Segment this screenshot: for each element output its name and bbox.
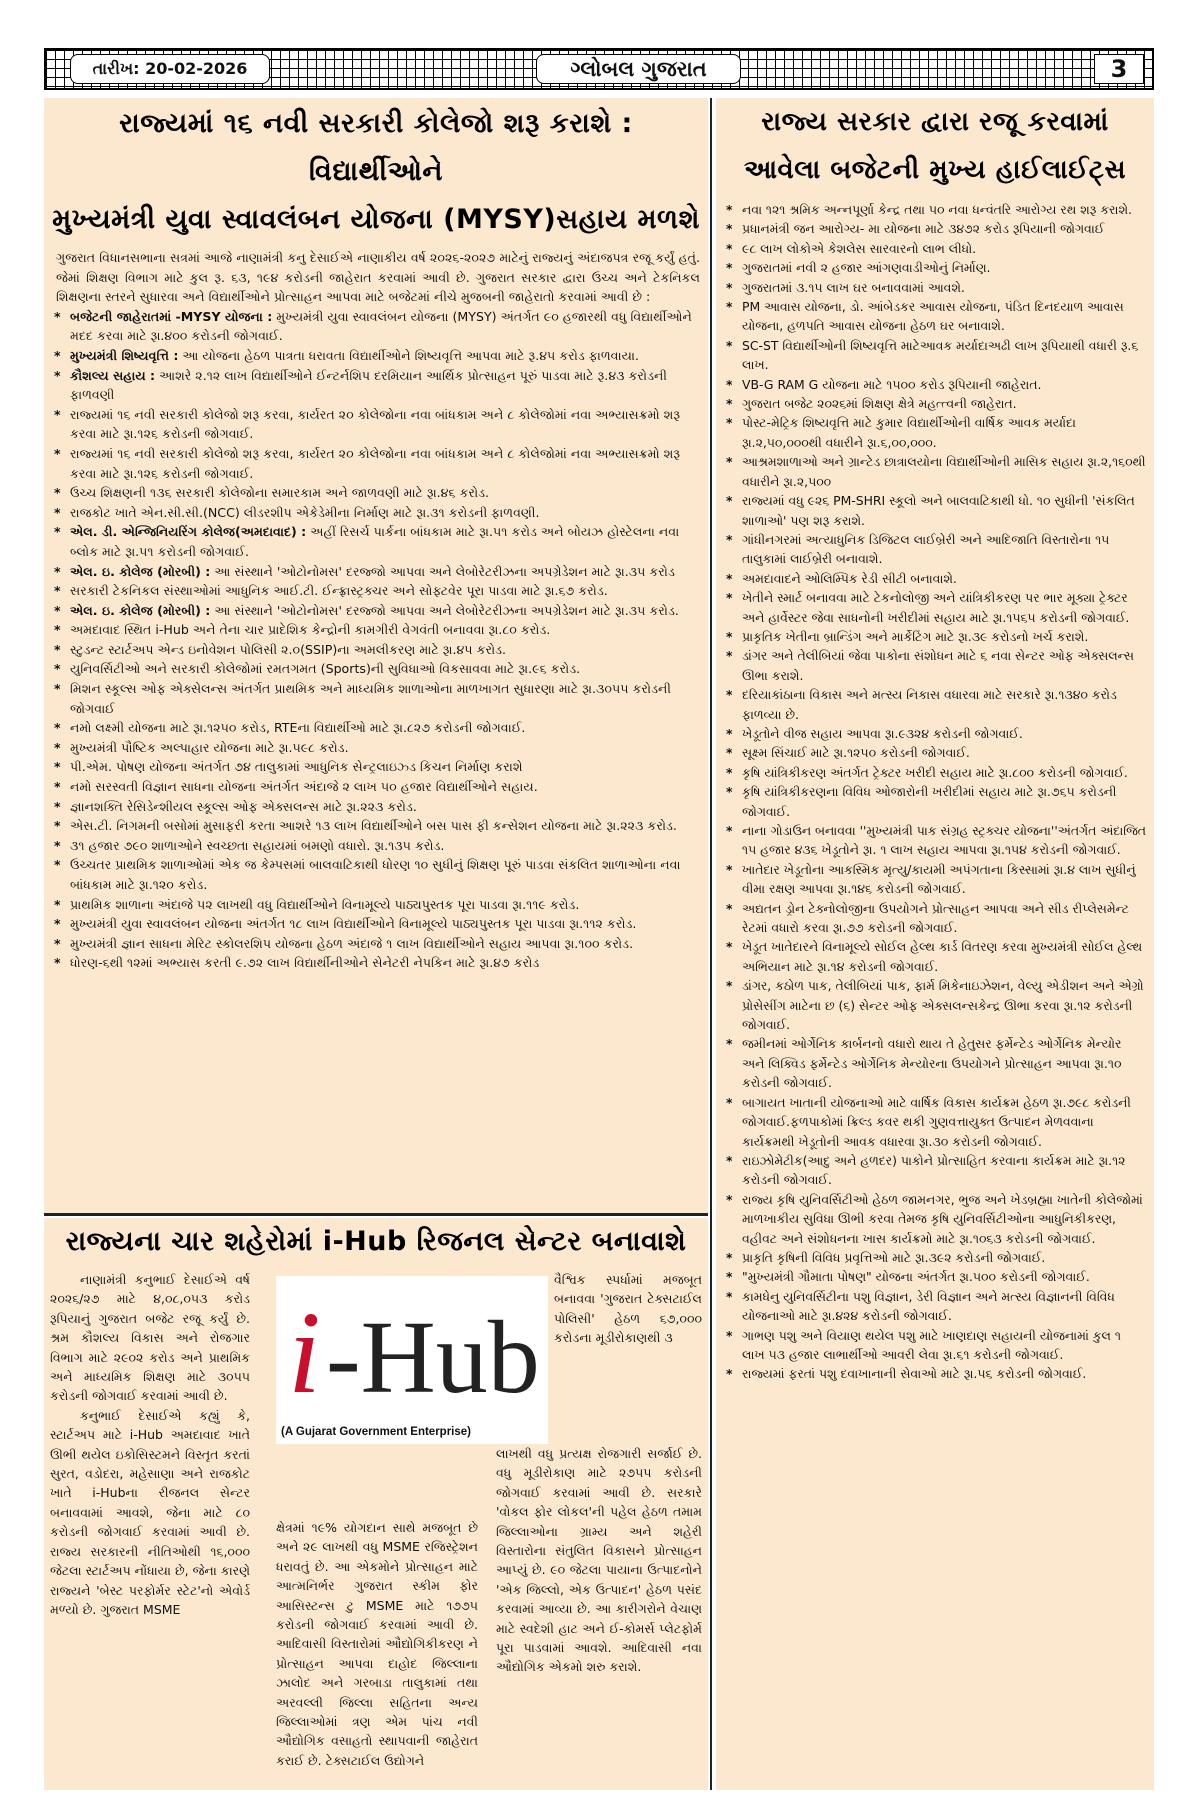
bullet-text: રાજ્યમાં ૧૬ નવી સરકારી કોલેજો શરૂ કરવા, કાર્યરત ૨૦ કોલેજોના નવા બાંધકામ અને ૮ કોલેજોમાં નવા અભ્યાસક્રમો શરૂ કરવા માટે રૂા.૧૨૬ કરોડની જોગવાઈ. [70,445,681,481]
education-bullet-item [52,620,700,640]
education-bullet-item [52,718,700,738]
bullet-text: આશરે ૨.૧૨ લાખ વિદ્યાર્થીઓને ઈન્ટર્નશિપ દરમિયાન આર્થિક પ્રોત્સાહન પૂરું પાડવા માટે રૂ.૪૩ કરોડની ફાળવણી [70,367,667,403]
bullet-lead: કૌશલ્ય સહાય : [70,367,156,383]
highlight-bullet-item: * જમીનમાં ઓર્ગેનિક કાર્બનનો વધારો થાય તે હેતુસર ફર્મેન્ટેડ ઓર્ગેનિક મેન્યોર અને લિક્વિડ ફર્મેન્ટેડ ઓર્ગેનિક મેન્યોરના ઉપયોગને પ્રોત્સાહન આપવા રૂા.૧૦ કરોડની જોગવાઈ. [724,1034,1146,1092]
highlight-bullet-item: * ગુજરાત બજેટ ૨૦૨૬માં શિક્ષણ ક્ષેત્રે મહત્ત્વની જાહેરાત. [724,394,1146,413]
education-bullet-item [52,757,700,777]
highlight-bullet-item: * "મુખ્યમંત્રી ગૌમાતા પોષણ" યોજના અંતર્ગત રૂા.૫૦૦ કરોડની જોગવાઈ. [724,1267,1146,1286]
highlight-bullet-item: * VB-G RAM G યોજના માટે ૧૫૦૦ કરોડ રૂપિયાની જાહેરાત. [724,375,1146,394]
highlight-bullet-item: * ખેડૂતોને વીજ સહાય આપવા રૂા.૯૩૨૪ કરોડની જોગવાઈ. [724,724,1146,743]
education-article-intro: ગુજરાત વિધાનસભાના સત્રમાં આજે નાણામંત્રી કનુ દેસાઈએ નાણાકીય વર્ષ ૨૦૨૬-૨૦૨૭ માટેનું રાજ્યનું અંદાજપત્ર રજૂ કર્યું હતું. જેમાં શિક્ષણ વિભાગ માટે કુલ રૂ. ૬૩, ૧૯૪ કરોડની જાહેરાત કરવામાં આવી છે. ગુજરાત સરકાર દ્વારા ઉચ્ચ અને ટેકનિકલ શિક્ષણના સ્તરને સુધારવા અને વિદ્યાર્થીઓને પ્રોત્સાહન આપવા માટે બજેટમાં નીચે મુજબની જાહેરાતો કરવામાં આવી છે : [56,250,701,305]
highlight-bullet-item: * પ્રાકૃતિક ખેતીના બ્રાન્ડિંગ અને માર્કેટિંગ માટે રૂા.૩૯ કરોડનો ખર્ચ કરાશે. [724,627,1146,646]
highlight-bullet-item: * ડાંગર, કઠોળ પાક, તેલીબિયાં પાક, ફાર્મ મિકેનાઇઝેશન, વેલ્યુ એડીશન અને એગ્રો પ્રોસેસીંગ માટેના છ (૬) સેન્ટર ઓફ એક્સલન્સકેન્દ્ર ઊભા કરવા રૂા.૧૨ કરોડની જોગવાઈ. [724,976,1146,1034]
highlights-headline-line-1: રાજ્ય સરકાર દ્વારા રજૂ કરવામાં [761,107,1109,137]
highlight-bullet-item: * પોસ્ટ-મેટ્રિક શિષ્યવૃત્તિ માટે કુમાર વિદ્યાર્થીઓની વાર્ષિક આવક મર્યાદા રૂા.૨,૫૦,૦૦૦થી વધારીને રૂા.૬,૦૦,૦૦૦. [724,413,1146,452]
highlight-bullet-item: * રાજ્ય કૃષિ યુનિવર્સિટીઓ હેઠળ જામનગર, ભુજ અને ખેડબ્રહ્મા ખાતેની કોલેજોમાં માળખાકીય સુવિધા ઊભી કરવા તેમજ કૃષિ યુનિવર્સિટીઓના આધુનિકીકરણ, વહીવટ અને સંશોધનના ખાસ કાર્યક્રમો માટે રૂા.૧૦૬૩ કરોડની જોગવાઈ. [724,1190,1146,1248]
education-bullet-item [52,346,700,366]
budget-highlights-article [716,98,1154,1790]
education-article-headline [44,98,708,248]
bullet-text: જ્ઞાનશક્તિ રેસિડેન્શીયલ સ્કૂલ્સ ઓફ એક્સલન્સ માટે રૂા.૨૨૩ કરોડ. [70,798,417,814]
education-bullet-item [52,444,700,483]
bullet-lead: એલ. ડી. એન્જિનિયરિંગ કોલેજ(અમદાવાદ) : [70,524,307,540]
bullet-text: સરકારી ટેકનિકલ સંસ્થાઓમાં આધુનિક આઈ.ટી. ઈન્ફ્રાસ્ટ્રક્ચર અને સોફ્ટવેર પૂરા પાડવા માટે રૂા.૬૭ કરોડ. [70,583,608,599]
education-bullet-item [52,581,700,601]
highlight-bullet-item: * પ્રાકૃતિ કૃષિની વિવિધ પ્રવૃત્તિઓ માટે રૂા.૩૯૨ કરોડની જોગવાઈ. [724,1248,1146,1267]
education-bullet-item [52,914,700,934]
education-bullet-item [52,679,700,718]
ihub-paragraph-1: નાણામંત્રી કનુભાઈ દેસાઈએ વર્ષ ૨૦૨૬/૨૭ માટે ૪,૦૮,૦૫૩ કરોડ રૂપિયાનું ગુજરાત બજેટ રજૂ કર્યું છે. શ્રમ કૌશલ્ય વિકાસ અને રોજગાર વિભાગ માટે ૨૯૦૨ કરોડ અને પ્રાથમિક અને માધ્યમિક શિક્ષણ માટે ૩૦૫૫ કરોડની જોગવાઈ કરવામાં આવી છે. [50,1272,250,1404]
bullet-text: મુખ્યમંત્રી યુવા સ્વાવલંબન યોજના (MYSY) અંતર્ગત ૯૦ હજારથી વધુ વિદ્યાર્થીઓને મદદ કરવા માટે રૂા.૪૦૦ કરોડની જોગવાઈ. [70,308,692,344]
education-bullet-item [52,483,700,503]
highlight-bullet-item: * નવા ૧૨૧ શ્રમિક અન્નપૂર્ણા કેન્દ્ર તથા ૫૦ નવા ધન્વંતરિ આરોગ્ય રથ શરૂ કરાશે. [724,200,1146,219]
ihub-article [44,1218,708,1790]
bullet-text: મુખ્યમંત્રી જ્ઞાન સાધના મેરિટ સ્કોલરશિપ યોજના હેઠળ અંદાજે ૧ લાખ વિદ્યાર્થીઓને સહાય આપવા રૂા.૧૦૦ કરોડ. [70,935,634,951]
highlight-bullet-item: * કૃષિ યાંત્રિકીકરણના વિવિધ ઓજારોની ખરીદીમાં સહાય માટે રૂા.૭૬૫ કરોડની જોગવાઈ. [724,782,1146,821]
ihub-paragraph-2: કનુભાઈ દેસાઈએ કહ્યું કે, સ્ટાર્ટઅપ માટે i-Hub અમદાવાદ ખાતે ઊભી થયેલ ઇકોસિસ્ટમને વિસ્તૃત કરતાં સુરત, વડોદરા, મહેસાણા અને રાજકોટ ખાતે i-Hubના રીજનલ સેન્ટર બનાવવામાં આવશે, જેના માટે ૮૦ કરોડની જોગવાઈ કરવામાં આવી છે. રાજ્ય સરકારની નીતિઓથી ૧૬,૦૦૦ જેટલા સ્ટાર્ટઅપ નોંધાયા છે, જેના કારણે રાજ્યને 'બેસ્ટ પરફોર્મર સ્ટેટ'નો એવોર્ડ મળ્યો છે. ગુજરાત MSME [50,1407,250,1617]
education-bullet-item [52,601,700,621]
bullet-text: મુખ્યમંત્રી યુવા સ્વાવલંબન યોજના અંતર્ગત ૧૮ લાખ વિદ્યાર્થીઓને વિનામૂલ્યે પાઠ્યપુસ્તક પૂરા પાડવા રૂા.૧૧૨ કરોડ. [70,916,637,932]
highlight-bullet-item: * ગાંધીનગરમાં અત્યાધુનિક ડિજિટલ લાઈબ્રેરી અને આદિજાતિ વિસ્તારોના ૧૫ તાલુકામાં લાઈબ્રેરી બનાવાશે. [724,530,1146,569]
column-divider [710,98,712,1790]
highlight-bullet-item: * બાગાયત ખાતાની યોજનાઓ માટે વાર્ષિક વિકાસ કાર્યક્રમ હેઠળ રૂા.૭૯૮ કરોડની જોગવાઈ.ફળપાકોમાં ક્રિલ્ડ કવર થકી ગુણવત્તાયુક્ત ઉત્પાદન મેળવવાના કાર્યક્રમથી ખેડૂતોની આવક વધારવા રૂા.૩૦ કરોડની જોગવાઈ. [724,1093,1146,1151]
education-bullet-item [52,562,700,582]
education-bullet-item [52,816,700,836]
education-bullet-item [52,855,700,894]
education-bullet-item [52,738,700,758]
bullet-text: ધોરણ-૬થી ૧૨માં અભ્યાસ કરતી ૯.૭૨ લાખ વિદ્યાર્થીનીઓને સેનેટરી નેપકિન માટે રૂા.૪૭ કરોડ [70,955,540,971]
bullet-text: મિશન સ્કૂલ્સ ઓફ એક્સેલન્સ અંતર્ગત પ્રાથમિક અને માધ્યમિક શાળાઓના માળખાગત સુધારણા માટે રૂા.૩૦૫૫ કરોડની જોગવાઈ [70,681,671,716]
bullet-text: સ્ટુડન્ટ સ્ટાર્ટઅપ એન્ડ ઇનોવેશન પોલિસી ૨.૦(SSIP)ના અમલીકરણ માટે રૂા.૪૫ કરોડ. [70,641,507,657]
highlight-bullet-item: * ખેતીને સ્માર્ટ બનાવવા માટે ટેકનોલોજી અને યાંત્રિકીકરણ પર ભાર મૂક્યા ટ્રેક્ટર અને હાર્વેસ્ટર જેવા સાધનોની ખરીદીમાં સહાય માટે રૂા.૧૫૬૫ કરોડની જોગવાઈ. [724,588,1146,627]
highlight-bullet-item: * અદ્યતન ડ્રોન ટેક્નોલોજીના ઉપયોગને પ્રોત્સાહન આપવા અને સીડ રીપ્લેસમેન્ટ રેટમાં વધારો કરવા રૂા.૭૭ કરોડની જોગવાઈ. [724,899,1146,938]
highlight-bullet-item: * કામધેનુ યુનિવર્સિટીના પશુ વિજ્ઞાન, ડેરી વિજ્ઞાન અને મત્સ્ય વિજ્ઞાનની વિવિધ યોજનાઓ માટે રૂા.૪૨૪ કરોડની જોગવાઈ. [724,1287,1146,1326]
bullet-text: અમદાવાદ સ્થિત i-Hub અને તેના ચાર પ્રાદેશિક કેન્દ્રોની કામગીરી વેગવંતી બનાવવા રૂા.૮૦ કરોડ. [70,622,551,638]
ihub-headline: રાજ્યના ચાર શહેરોમાં i-Hub રિજનલ સેન્ટર બનાવાશે [65,1226,687,1257]
bullet-text: ઉચ્ચ શિક્ષણની ૧૩૬ સરકારી કોલેજોના સમારકામ અને જાળવણી માટે રૂા.૪૬ કરોડ. [70,485,490,501]
highlight-bullet-item: * અમદાવાદને ઓલિમ્પિક રેડી સીટી બનાવાશે. [724,569,1146,588]
highlights-headline [716,98,1154,200]
education-bullet-item [52,777,700,797]
highlight-bullet-item: * પ્રધાનમંત્રી જન આરોગ્ય- મા યોજના માટે ૩૪૭૨ કરોડ રૂપિયાની જોગવાઈ [724,219,1146,238]
highlights-bullet-list [716,200,1154,1384]
highlight-bullet-item: * ૯૮ લાખ લોકોએ કેશલેસ સારવારનો લાભ લીધો. [724,239,1146,258]
education-bullet-item [52,503,700,523]
highlight-bullet-item: * નાના ગોડાઉન બનાવવા ''મુખ્યમંત્રી પાક સંગ્રહ સ્ટ્રક્ચર યોજના''અંતર્ગત અંદાજિત ૧૫ હજાર ૪૩૬ ખેડૂતોને રૂા. ૧ લાખ સહાય આપવા રૂા.૧૫૪ કરોડની જોગવાઈ. [724,821,1146,860]
ihub-column-2 [276,1518,478,1788]
highlight-bullet-item: * ગુજરાતમાં નવી ૨ હજાર આંગણવાડીઓનું નિર્માણ. [724,258,1146,277]
bullet-text: પી.એમ. પોષણ યોજના અંતર્ગત ૭૪ તાલુકામાં આધુનિક સેન્ટ્રલાઇઝ્ડ કિચન નિર્માણ કરાશે [70,759,523,775]
bullet-text: આ સંસ્થાને 'ઓટોનોમસ' દરજ્જો આપવા અને લેબોરેટરીઝના અપગ્રેડેશન માટે રૂા.૩૫ કરોડ [210,563,675,579]
highlight-bullet-item: * SC-ST વિદ્યાર્થીઓની શિષ્યવૃત્તિ માટેઆવક મર્યાદાઅઢી લાખ રૂપિયાથી વધારી રૂ.૬ લાખ. [724,336,1146,375]
education-bullet-item [52,836,700,856]
education-bullet-item [52,797,700,817]
highlight-bullet-item: * દરિયાકાંઠાના વિકાસ અને મત્સ્ય નિકાસ વધારવા માટે સરકારે રૂા.૧૩૪૦ કરોડ ફાળવ્યા છે. [724,685,1146,724]
ihub-column-1 [50,1270,250,1788]
education-bullet-item [52,307,700,346]
bullet-text: યુનિવર્સિટીઓ અને સરકારી કોલેજોમાં રમતગમત (Sports)ની સુવિધાઓ વિકસાવવા માટે રૂા.૯૬ કરોડ. [70,661,581,677]
newspaper-name: ગ્લોબલ ગુજરાત [536,54,741,84]
bullet-text: રાજ્યમાં ૧૬ નવી સરકારી કોલેજો શરૂ કરવા, કાર્યરત ૨૦ કોલેજોના નવા બાંધકામ અને ૮ કોલેજોમાં નવા અભ્યાસક્રમો શરૂ કરવા માટે રૂા.૧૨૬ કરોડની જોગવાઈ. [70,406,681,442]
education-bullet-item [52,934,700,954]
bullet-text: આ યોજના હેઠળ પાત્રતા ધરાવતા વિદ્યાર્થીઓને શિષ્યવૃત્તિ આપવા માટે રૂ.૪૫ કરોડ ફાળવાયા. [178,347,639,363]
ihub-paragraph-4a: વૈશ્વિક સ્પર્ધામાં મજબૂત બનાવવા 'ગુજરાત ટેક્સટાઈલ પોલિસી' હેઠળ ૬૭,૦૦૦ કરોડના મૂડીરોકાણથી ૩ [554,1272,702,1346]
education-bullet-item [52,366,700,405]
highlight-bullet-item: * રાજ્યમાં ફરતાં પશુ દવાખાનાની સેવાઓ માટે રૂા.૫૬ કરોડની જોગવાઈ. [724,1364,1146,1383]
bullet-lead: એલ. ઇ. કોલેજ (મોરબી) : [70,602,211,618]
bullet-lead: એલ. ઇ. કોલેજ (મોરબી) : [70,563,211,579]
education-bullet-item [52,659,700,679]
highlights-headline-line-2: આવેલા બજેટની મુખ્ય હાઈલાઈટ્સ [743,155,1126,185]
highlight-bullet-item: * સૂક્ષ્મ સિંચાઈ માટે રૂા.૧૨૫૦ કરોડની જોગવાઈ. [724,743,1146,762]
issue-date: તારીખ: 20-02-2026 [70,54,270,84]
highlight-bullet-item: * ખેડૂત ખાતેદારને વિનામૂલ્યે સોઈલ હેલ્થ કાર્ડ વિતરણ કરવા મુખ્યમંત્રી સોઈલ હેલ્થ અભિયાન માટે રૂા.૧૪ કરોડની જોગવાઈ. [724,937,1146,976]
highlight-bullet-item: * ડાંગર અને તેલીબિયાં જેવા પાકોના સંશોધન માટે ૬ નવા સેન્ટર ઓફ એક્સલન્સ ઊભા કરાશે. [724,646,1146,685]
ihub-logo-hub: -Hub [326,1300,540,1415]
highlight-bullet-item: * કૃષિ યાંત્રિકીકરણ અંતર્ગત ટ્રેક્ટર ખરીદી સહાય માટે રૂા.૮૦૦ કરોડની જોગવાઈ. [724,763,1146,782]
education-bullet-item [52,522,700,561]
masthead [44,48,1154,90]
highlight-bullet-item: * આશ્રમશાળાઓ અને ગ્રાન્ટેડ છાત્રાલયોના વિદ્યાર્થીઓની માસિક સહાય રૂા.૨,૧૬૦થી વધારીને રૂા.૨,૫૦૦ [724,452,1146,491]
highlight-bullet-item: * રાજ્યમાં વધુ ૯૨૬ PM-SHRI સ્કૂલો અને બાલવાટિકાથી ધો. ૧૦ સુધીની 'સંકલિત શાળાઓ' પણ શરૂ કરાશે. [724,491,1146,530]
bullet-text: ૩૧ હજાર ૭૯૦ શાળાઓને સ્વચ્છતા સહાયમાં બમણો વધારો. રૂા.૧૩૫ કરોડ. [70,837,445,853]
education-bullet-item [52,895,700,915]
bullet-text: પ્રાથમિક શાળાના અંદાજે ૫૨ લાખથી વધુ વિદ્યાર્થીઓને વિનામૂલ્યે પાઠ્યપુસ્તક પૂરા પાડવા રૂા.૧૧૯ કરોડ. [70,896,580,912]
education-bullet-item [52,953,700,973]
ihub-paragraph-3: ક્ષેત્રમાં ૧૯% યોગદાન સાથે મજબૂત છે અને ૨૯ લાખથી વધુ MSME રજિસ્ટ્રેશન ધરાવતું છે. આ એકમોને પ્રોત્સાહન માટે આત્મનિર્ભર ગુજરાત સ્કીમ ફોર આસિસ્ટન્સ ટુ MSME માટે ૧૭૭૫ કરોડની જોગવાઈ કરવામાં આવી છે. આદિવાસી વિસ્તારોમાં ઔદ્યોગિકીકરણ ને પ્રોત્સાહન આપવા દાહોદ જિલ્લાના ઝાલોદ અને ગરબાડા તાલુકામાં તથા અરવલ્લી જિલ્લા સહિતના અન્ય જિલ્લાઓમાં ત્રણ એમ પાંચ નવી ઔદ્યોગિક વસાહતો સ્થાપવાની જાહેરાત કરાઈ છે. ટેક્સટાઈલ ઉદ્યોગને [276,1520,478,1768]
bullet-text: નમો લક્ષ્મી યોજના માટે રૂા.૧૨૫૦ કરોડ, RTEના વિદ્યાર્થીઓ માટે રૂા.૮૨૭ કરોડની જોગવાઈ. [70,720,526,736]
bullet-text: ઉચ્ચતર પ્રાથમિક શાળાઓમાં એક જ કેમ્પસમાં બાલવાટિકાથી ધોરણ ૧૦ સુધીનું શિક્ષણ પૂરું પાડવા સંકલિત શાળાઓના નવા બાંધકામ માટે રૂા.૧૨૦ કરોડ. [70,857,681,892]
highlight-bullet-item: * ગાભણ પશુ અને વિયાણ થયેલ પશુ માટે ખાણદાણ સહાયની યોજનામાં કુલ ૧ લાખ ૫૩ હજાર લાભાર્થીઓ આવરી લેવા રૂા.૬૧ કરોડની જોગવાઈ. [724,1326,1146,1365]
bullet-text: એસ.ટી. નિગમની બસોમાં મુસાફરી કરતા આશરે ૧૩ લાખ વિદ્યાર્થીઓને બસ પાસ ફી કન્સેશન યોજના માટે રૂા.૨૨૩ કરોડ. [70,818,677,834]
bullet-text: મુખ્યમંત્રી પૌષ્ટિક અલ્પાહાર યોજના માટે રૂા.૫૯૮ કરોડ. [70,739,349,755]
education-bullet-item [52,640,700,660]
ihub-logo-tagline: (A Gujarat Government Enterprise) [280,1426,471,1438]
bullet-lead: બજેટની જાહેરાતમાં -MYSY યોજના : [70,308,273,324]
education-budget-article [44,98,708,1213]
bullet-text: આ સંસ્થાને 'ઓટોનોમસ' દરજ્જો આપવા અને લેબોરેટરીઝના અપગ્રેડેશન માટે રૂા.૩૫ કરોડ. [210,602,679,618]
education-bullet-item [52,405,700,444]
headline-line-2: મુખ્યમંત્રી યુવા સ્વાવલંબન યોજના (MYSY)સહાય મળશે [52,204,700,235]
bullet-text: અહીં રિસર્ચ પાર્કના બાંધકામ માટે રૂા.૫૧ કરોડ અને બોયઝ હોસ્ટેલના નવા બ્લોક માટે રૂા.૫૧ કરોડની જોગવાઈ. [70,524,680,559]
page-number: 3 [1094,54,1144,84]
ihub-logo-i: i [288,1287,321,1418]
ihub-article-body [44,1270,708,1790]
bullet-lead: મુખ્યમંત્રી શિષ્યવૃત્તિ : [70,347,179,363]
highlight-bullet-item: * રાઇઝોમેટીક(આદુ અને હળદર) પાકોને પ્રોત્સાહિત કરવાના કાર્યક્રમ માટે રૂા.૧૨ કરોડની જોગવાઈ. [724,1151,1146,1190]
article-separator [44,1213,708,1216]
ihub-column-3 [496,1270,702,1788]
ihub-paragraph-4b: લાખથી વધુ પ્રત્યક્ષ રોજગારી સર્જાઈ છે. વધુ મૂડીરોકાણ માટે ૨૭૫૫ કરોડની જોગવાઈ કરવામાં આવી છે. સરકારે 'વોકલ ફોર લોકલ'ની પહેલ હેઠળ તમામ જિલ્લાઓના ગ્રામ્ય અને શહેરી વિસ્તારોના સંતુલિત વિકાસને પ્રોત્સાહન આપ્યું છે. ૯૦ જેટલા પાયાના ઉત્પાદનોને 'એક જિલ્લો, એક ઉત્પાદન' હેઠળ પસંદ કરવામાં આવ્યા છે. આ કારીગરોને વેચાણ માટે સ્વદેશી હાટ અને ઈ-કોમર્સ પ્લેટફોર્મ પૂરા પાડવામાં આવશે. આદિવાસી નવા ઔદ્યોગિક એકમો શરુ કરાશે. [496,1446,702,1675]
highlight-bullet-item: * ગુજરાતમાં ૩.૧૫ લાખ ઘર બનાવવામાં આવશે. [724,278,1146,297]
education-bullet-list [44,307,708,973]
highlight-bullet-item: * ખાતેદાર ખેડૂતોના આકસ્મિક મૃત્યુ/કાયમી અપંગતાના કિસ્સામાં રૂા.૪ લાખ સુધીનું વીમા રક્ષણ આપવા રૂા.૧૪૬ કરોડની જોગવાઈ. [724,860,1146,899]
bullet-text: નમો સરસ્વતી વિજ્ઞાન સાધના યોજના અંતર્ગત અંદાજે ૨ લાખ ૫૦ હજાર વિદ્યાર્થીઓને સહાય. [70,779,538,795]
highlight-bullet-item: * PM આવાસ યોજના, ડો. આંબેડકર આવાસ યોજના, પંડિત દિનદયાળ આવાસ યોજના, હળપતિ આવાસ યોજના હેઠળ ઘર બનાવાશે. [724,297,1146,336]
bullet-text: રાજકોટ ખાતે એન.સી.સી.(NCC) લીડરશીપ એકેડેમીના નિર્માણ માટે રૂા.૩૧ કરોડની ફાળવણી. [70,504,540,520]
headline-line-1: રાજ્યમાં ૧૬ નવી સરકારી કોલેજો શરૂ કરાશે : વિદ્યાર્થીઓને [119,108,633,187]
